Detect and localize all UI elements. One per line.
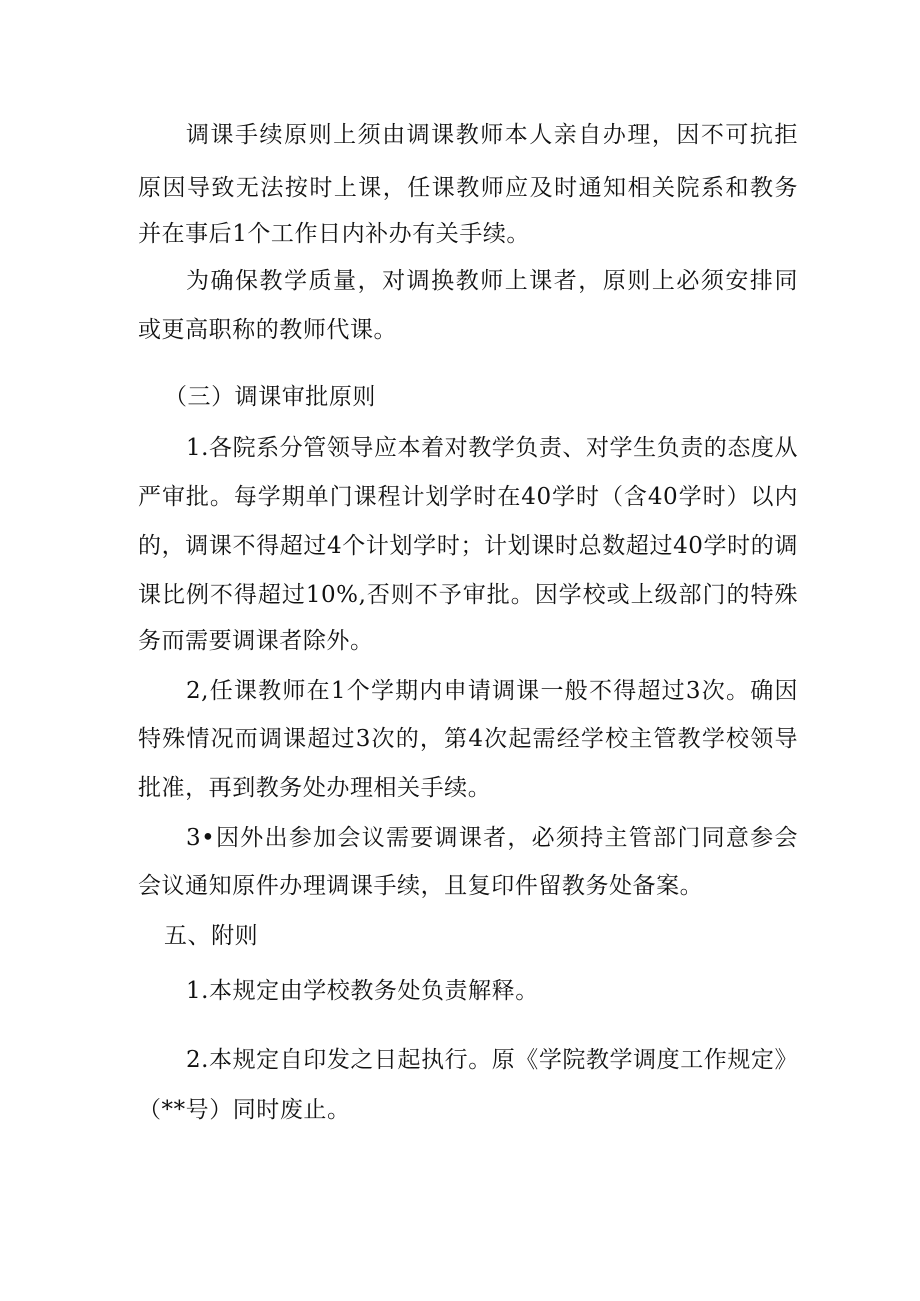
paragraph-line: 并在事后1个工作日内补办有关手续。: [138, 221, 530, 247]
paragraph-line: 调课手续原则上须由调课教师本人亲自办理，因不可抗拒: [186, 122, 798, 148]
paragraph-line: 或更高职称的教师代课。: [138, 317, 398, 343]
paragraph-line: 特殊情况而调课超过3次的，第4次起需经学校主管教学校领导: [138, 726, 798, 752]
paragraph-line: 1.本规定由学校教务处负责解释。: [186, 978, 539, 1004]
paragraph-line: 严审批。每学期单门课程计划学时在40学时（含40学时）以内: [138, 484, 798, 510]
paragraph-line: 务而需要调课者除外。: [138, 628, 374, 654]
paragraph-line: 原因导致无法按时上课，任课教师应及时通知相关院系和教务: [138, 175, 798, 201]
section-heading: （三）调课审批原则: [164, 384, 376, 410]
paragraph-line: 的，调课不得超过4个计划学时；计划课时总数超过40学时的调: [138, 533, 798, 559]
paragraph-line: 1.各院系分管领导应本着对教学负责、对学生负责的态度从: [186, 435, 798, 461]
paragraph-line: 3•因外出参加会议需要调课者，必须持主管部门同意参会: [186, 825, 798, 851]
paragraph-line: 2,任课教师在1个学期内申请调课一般不得超过3次。确因: [186, 678, 798, 704]
paragraph-line: 2.本规定自印发之日起执行。原《学院教学调度工作规定》: [186, 1047, 798, 1073]
paragraph-line: （**号）同时废止。: [138, 1097, 351, 1123]
paragraph-line: 批准，再到教务处办理相关手续。: [138, 775, 492, 801]
paragraph-line: 会议通知原件办理调课手续，且复印件留教务处备案。: [138, 873, 704, 899]
paragraph-line: 课比例不得超过10%,否则不予审批。因学校或上级部门的特殊: [138, 582, 798, 608]
section-heading: 五、附则: [164, 923, 259, 949]
paragraph-line: 为确保教学质量，对调换教师上课者，原则上必须安排同: [186, 268, 798, 294]
